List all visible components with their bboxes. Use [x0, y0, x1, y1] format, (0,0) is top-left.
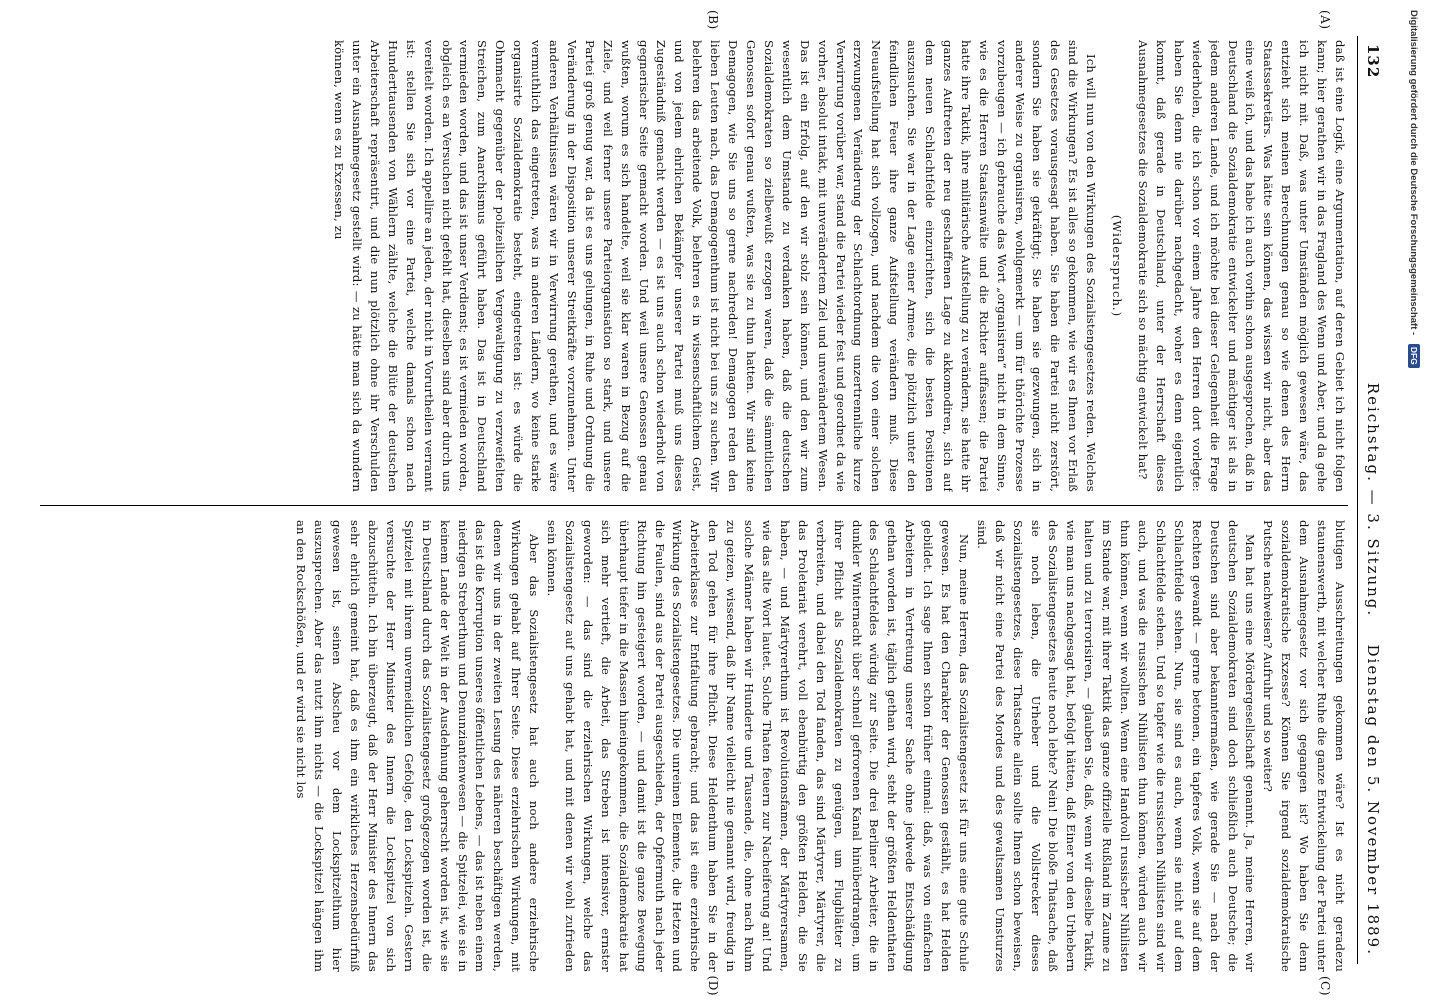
- text-column-right: [40, 520, 1348, 972]
- credit-text: Digitalisierung gefördert durch die Deutsche Forschungsgemeinschaft -: [1408, 10, 1419, 336]
- header-date: Dienstag den 5. November 1889.: [1364, 644, 1382, 956]
- paragraph: Ich will nun von den Wirkungen des Sozialistengesetzes reden. Welches sind die Wirkungen? Es ist alles so gekommen, wie wir es Ihnen vor Erlaß des Gesetzes vorausgesagt haben. Sie haben die Partei nicht zerstört, sondern Sie haben sie gekräftigt; Sie haben sie gezwungen, sich in anderer Weise zu organisiren, wohlgemerkt — um für thörichte Prozesse vorzubeugen — ich gebrauche das Wort „organisiren“ nicht in dem Sinne, wie es die Herren Staatsanwälte und die Richter auffassen; die Partei hatte ihre Taktik, ihre militärische Aufstellung zu verändern, sie hatte ihr ganzes Auftreten der neu geschaffenen Lage zu akkomodiren, sich auf dem neuen Schlachtfelde einzurichten, sich die besten Positionen auszusuchen. Sie war in der Lage einer Armee, die plötzlich unter den feindlichen Feuer ihre ganze Aufstellung verändern muß. Diese Neuaufstellung hat sich vollzogen, und nachdem die von einer solchen erzwungenen Veränderung der Schlachtordnung unzertrennliche kurze Verwirrung vorüber war, stand die Partei wieder fest und geordnet da wie vorher, absolut intakt, mit unverändertem Ziel und unverändertem Wesen. Das ist ein Erfolg, auf den wir stolz sein können, und den wir zum wesentlich dem Umstande zu verdanken haben, daß die deutschen Sozialdemokraten so zielbewußt erzogen waren, daß die sämmtlichen Genossen sofort genau wußten, was sie zu thun hatten. Wir sind keine Demagogen, wie Sie uns so gerne nachreden! Demagogen reden den lieben Leuten nach, das Demagogenthum ist nicht bei uns zu suchen. Wir belehren das arbeitende Volk, belehren es in wissenschaftlichem Geist, und von jedem ehrlichen Bekämpfer unserer Partei muß uns dieses Zugeständniß gemacht werden — es ist uns auch schon wiederholt von gegnerischer Seite gemacht worden. Und weil unsere Genossen genau wußten, worum es sich handelte, weil sie klar waren in Bezug auf die Ziele, und weil ferner unsere Parteiorganisation so stark, und unsere Partei groß genug war, da ist es uns gelungen, in Ruhe und Ordnung die Veränderung in der Disposition unserer Streitkräfte vorzunehmen. Unter anderen Verhältnissen wären wir in Verwirrung gerathen, und es wäre vermuthlich das eingetreten, was in anderen Ländern, wo keine starke organisirte Sozialdemokratie besteht, eingetreten ist: es würde die Ohnmacht gegenüber der polizeilichen Vergewaltigung zu verzweifelten Streichen, zum Anarchismus geführt haben. Das ist in Deutschland vermieden worden, und das ist unser Verdienst; es ist vermieden worden, obgleich es an Versuchen nicht gefehlt hat, dieselben sind aber durch uns vereitelt worden. Ich appellire an jeden, der nicht in Vorurtheilen verrannt ist: stellen Sie sich vor eine Partei, welche damals schon nach Hunderttausenden von Wählern zählte, welche die Blüte der deutschen Arbeiterschaft repräsentirt, und die nun plötzlich ohne ihr Verschulden unter ein Ausnahmegesetz gestellt wird: — zu hätte man sich da wundern können, wenn es zu Exzessen, zu: [332, 40, 1099, 492]
- paragraph: Aber das Sozialistengesetz hat auch noch andere erziehrische Wirkungen gehabt auf Ihrer Seite. Diese erziehrischen Wirkungen, mit denen wir uns in der zweiten Lesung des näheren beschäftigen werden, das ist die Korruption unseres öffentlichen Lebens, — das ist neben einem niedrigen Streberthum und Denunziantenwesen — die Spitzelei, wie sie in keinem Lande der Welt in der Ausdehnung geherrscht worden ist, wie sie in Deutschland durch das Sozialistengesetz großgezogen worden ist, die Spitzelei mit ihrem unvermeidlichen Gefolge, den Lockspitzeln. Gestern versuchte der Herr Minister des Innern die Lockspitzel von sich abzuschütteln. Ich bin überzeugt, daß der Herr Minister des Innern das sehr ehrlich gemeint hat, daß es ihm ein wirkliches Herzensbedürfniß gewesen ist, seinen Abscheu vor dem Lockspitzelthum hier auszusprechen. Aber das nutzt ihm nichts — die Lockspitzel hängen ihm an den Rockschößen, und er wird sie nicht los: [294, 520, 542, 972]
- page-header: [1357, 36, 1388, 964]
- margin-marker-c: (C): [1318, 975, 1332, 996]
- page-number: 132: [1364, 44, 1382, 79]
- margin-marker-d: (D): [706, 975, 720, 996]
- margin-marker-a: (A): [1318, 10, 1332, 30]
- column-divider: [40, 505, 1348, 506]
- dfg-logo: DFG: [1408, 344, 1420, 368]
- paragraph: blutigen Ausschreitungen gekommen wäre? Ist es nicht geradezu staunenswerth, mit welcher Ruhe die ganze Entwickelung der Partei unter dem Ausnahmegesetz vor sich gegangen ist? Wo haben Sie denn sozialdemokratische Exzesse? Können Sie irgend sozialdemokratische Putsche nachweisen? Aufruhr und so weiter?: [1261, 520, 1347, 972]
- margin-marker-b: (B): [706, 10, 720, 30]
- text-column-left: [40, 40, 1348, 492]
- paragraph: Nun, meine Herren, das Sozialistengesetz ist für uns eine gute Schule gewesen. Es hat den Charakter der Genossen gestählt, es hat Helden gebildet. Ich sage Ihnen schon früher einmal: daß, was von einfachen Arbeitern in Vertretung unserer Sache ohne jedwede Entschädigung gethan worden ist, täglich gethan wird, steht der größten Heldenthaten des Schlachtfeldes würdig zur Seite. Die drei Berliner Arbeiter, die in dunkler Winternacht über schnell gefrorenen Kanal hinüberdrangen, um ihrer Pflicht als Sozialdemokraten zu genügen, um Flugblätter zu verbreiten, und dabei den Tod fanden, das sind Märtyrer, Märtyrer, die das Proletariat verehrt, voll ebenbürtig den größten Helden, die Sie haben, — und Märtyrerthum ist Revolutionsfamen, der Märtyrersamen, wie das alte Wort lautet. Solche Thaten feuern zur Nacheiferung an! Und solche Männer haben wir Hunderte und Tausende, die, ohne nach Ruhm zu geizen, wissend, daß ihr Name vielleicht nie genannt wird, freudig in den Tod gehen für ihre Pflicht. Diese Heldenthum haben Sie in der Arbeiterklasse zur Entfaltung gebracht; und das ist eine erziehrische Wirkung des Sozialistengesetzes. Die unreinen Elemente, die Hetzen und die Faulen, sind aus der Partei ausgeschieden, der Opfermuth nach jeder Richtung hin gesteigert worden, — und damit ist die ganze Bewegung überhaupt tiefer in die Massen hineingekommen, die Sozialdemokratie hat sich mehr vertieft, die Arbeit, das Streben ist intensiver, ernster geworden: — das sind die erziehrischen Wirkungen, welche das Sozialistengesetz auf uns gehabt hat, und mit denen wir wohl zufrieden sein können.: [545, 520, 971, 972]
- header-session: Reichstag. — 3. Sitzung.: [1364, 382, 1382, 618]
- digitization-credit: [1404, 0, 1426, 1000]
- paragraph: Man hat uns eine Mördergesellschaft genannt. Ja, meine Herren, wir deutschen Sozialdemokraten sind doch schließlich auch Deutsche; die Deutschen sind aber bekanntermaßen, wie gerade Sie — nach der Rechten gewandt — gerne betonen, ein tapferes Volk, wenn sie auf dem Schlachtfelde stehen. Nun, sie sind es auch, wenn sie nicht auf dem Schlachtfelde stehen. Und so tapfer wie die russischen Nihilisten sind wir auch, und was die russischen Nihilisten thun können, würden auch wir thun können, wenn wir wollten. Wenn eine Handvoll russischer Nihilisten im Stande war, mit ihrer Taktik das ganze offizielle Rußland im Zaume zu halten und zu terrorisiren, — glauben Sie, daß, wenn wir dieselbe Taktik, wie man uns nachgesagt hat, befolgt hätten, daß Einer von den Urhebern des Sozialistengesetzes heute noch lebte? Nein! Die bloße Thatsache, daß sie noch leben, die Urheber und die Vollstrecker dieses Sozialistengesetzes, diese Thatsache allein sollte Ihnen schon beweisen, daß wir nicht eine Partei des Mordes und des gewaltsamen Umsturzes sind.: [974, 520, 1258, 972]
- interjection: (Widerspruch.): [1110, 214, 1125, 318]
- paragraph: daß ist eine Logik, eine Argumentation, auf deren Gebiet ich nicht folgen kann; hier gerathen wir in das Fragland des Wenn und Aber, und da gehe ich nicht mit. Daß, was unter Umständen möglich gewesen wäre, das entzieht sich meinen Berechnungen genau so wie denen des Herrn Staatssekretärs. Was hätte sein können, das wissen wir nicht, aber das eine weiß ich, und das habe ich auch vorhin schon ausgesprochen, daß in Deutschland die Sozialdemokratie entwickelter und mächtiger ist als in jedem anderen Lande, und ich möchte bei dieser Gelegenheit die Frage wiederholen, die ich schon vor einem Jahre den Herren dort vorlegte: haben Sie denn nie darüber nachgedacht, woher es denn eigentlich kommt, daß gerade in Deutschland, unter der Herrschaft dieses Ausnahmegesetzes die Sozialdemokratie sich so mächtig entwickelt hat?: [1136, 40, 1347, 492]
